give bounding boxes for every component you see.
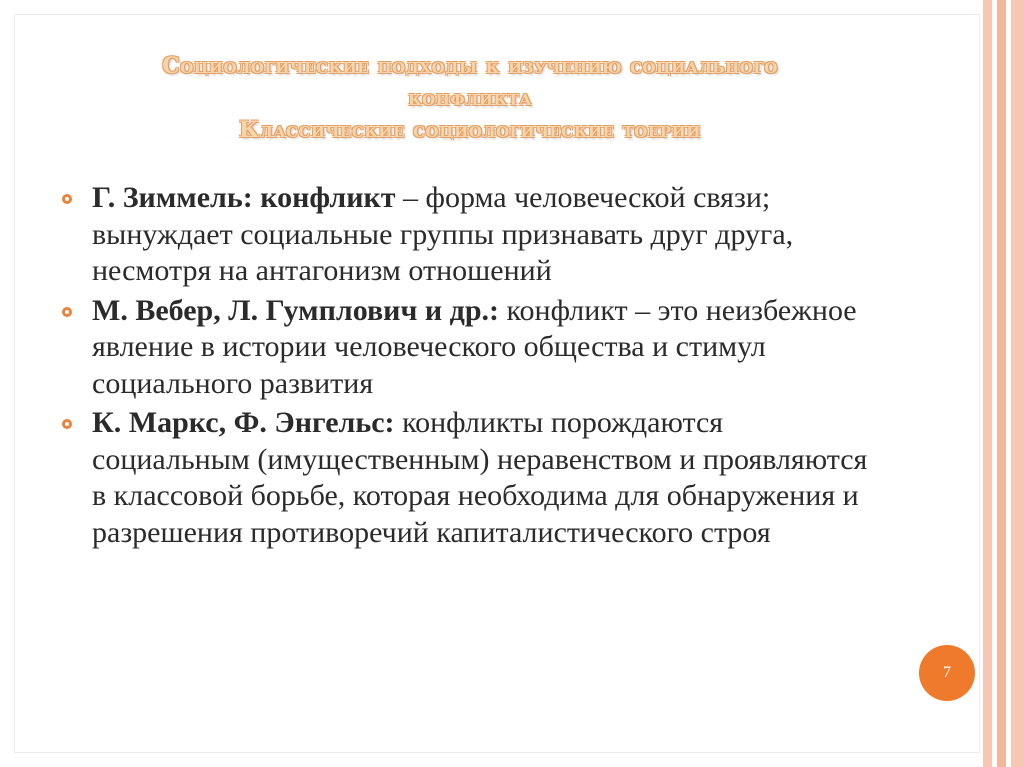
ring-bullet-icon [62,307,72,317]
bullet-item-simmel [58,180,888,290]
bullet-text: – форма человеческой связи; вынуждает социальные группы признавать друг друга, несмотря на антагонизм отношений [92,181,794,287]
title-line-2: конфликта [407,85,533,111]
slide-title [60,50,880,146]
bullet-text: конфликт – это неизбежное явление в истории человеческого общества и стимул социального развития [92,293,857,400]
ring-bullet-icon [62,419,72,429]
bullet-item-weber [58,293,888,403]
bullet-list [58,180,888,554]
decorative-side-stripes [980,0,1024,767]
bullet-text: конфликты порождаются социальным (имущественным) неравенством и проявляются в классовой борьбе, которая необходима для обнаружения и разрешения противоречий капиталистического строя [92,406,868,549]
bullet-author: Г. Зиммель: конфликт [92,181,396,214]
bullet-author: М. Вебер, Л. Гумплович и др.: [92,293,499,327]
title-line-3: Классические социологические тоерии [239,117,701,143]
page-number-badge: 7 [919,645,975,701]
ring-bullet-icon [62,194,72,204]
title-line-1: Социологические подходы к изучению социального [162,53,778,79]
bullet-item-marx [58,405,888,551]
bullet-author: К. Маркс, Ф. Энгельс: [92,406,395,439]
